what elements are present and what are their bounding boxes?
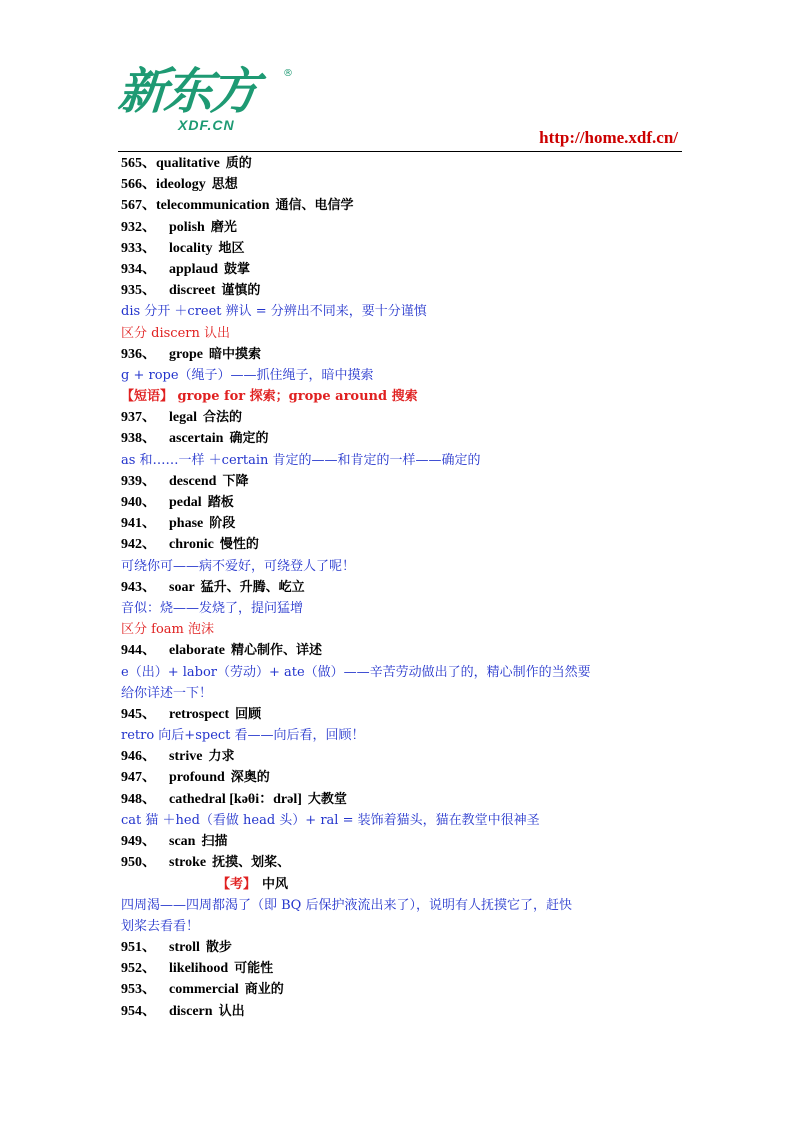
header-url-link[interactable]: http://home.xdf.cn/ (539, 128, 678, 147)
entry-meaning: 确定的 (229, 431, 269, 447)
entry-number: 939、 (121, 473, 156, 489)
entry-number: 932、 (121, 219, 156, 235)
entry-number: 950、 (121, 855, 156, 871)
entry-word: discern (169, 1003, 213, 1019)
mnemonic-note: 四周渴——四周都渴了（即 BQ 后保护液流出来了），说明有人抚摸它了，赶快 (121, 897, 572, 913)
vocab-entry (121, 153, 691, 174)
vocab-entry (121, 1001, 691, 1022)
vocabulary-list (121, 153, 691, 1022)
vocab-entry (121, 492, 691, 513)
entry-number: 936、 (121, 346, 156, 362)
header-divider (118, 151, 682, 152)
mnemonic-note: 划桨去看看！ (121, 918, 200, 934)
vocab-entry (121, 344, 691, 365)
logo-chinese-text: 新东方 (116, 63, 259, 120)
entry-number: 947、 (121, 770, 156, 786)
entry-word: phase (169, 516, 204, 532)
exam-meaning: 中风 (262, 877, 289, 893)
entry-meaning: 踏板 (207, 495, 234, 510)
exam-note (121, 873, 691, 894)
entry-word: discreet (169, 283, 216, 299)
vocab-entry (121, 513, 691, 534)
vocab-entry (121, 640, 691, 661)
entry-word: pedal (169, 495, 202, 510)
vocab-entry (121, 979, 691, 1000)
registered-mark: ® (283, 68, 293, 79)
entry-meaning: 合法的 (203, 410, 243, 426)
vocab-entry (121, 217, 691, 238)
entry-number: 567、 (121, 198, 156, 214)
entry-number: 949、 (121, 834, 156, 849)
entry-word: descend (169, 473, 217, 489)
entry-meaning: 可能性 (234, 961, 274, 977)
entry-word: polish (169, 219, 205, 235)
mnemonic-note: cat 猫 ＋hed（看做 head 头）+ ral = 装饰着猫头，猫在教堂中很神圣 (121, 812, 540, 828)
entry-number: 948、 (121, 791, 156, 807)
entry-word: telecommunication (156, 198, 270, 214)
entry-number: 951、 (121, 939, 156, 955)
phrase-note: 【短语】 grope for 探索；grope around 搜索 (121, 389, 418, 405)
entry-meaning: 商业的 (244, 982, 284, 998)
entry-meaning: 下降 (222, 473, 249, 489)
vocab-entry (121, 259, 691, 280)
mnemonic-note: 音似：烧——发烧了，提问猛增 (121, 600, 304, 616)
entry-number: 944、 (121, 643, 156, 659)
entry-meaning: 力求 (208, 749, 235, 765)
vocab-entry (121, 789, 691, 810)
entry-word: grope (169, 346, 203, 362)
entry-word: scan (169, 834, 196, 849)
entry-number: 933、 (121, 240, 156, 256)
entry-meaning: 磨光 (210, 219, 237, 235)
entry-word: legal (169, 410, 197, 426)
entry-word: applaud (169, 261, 219, 277)
mnemonic-note: as 和……一样 ＋certain 肯定的——和肯定的一样——确定的 (121, 452, 481, 468)
mnemonic-note: 可绕你可——病不爱好，可绕登人了呢！ (121, 558, 356, 574)
xdf-logo (116, 63, 293, 138)
vocab-entry (121, 174, 691, 195)
mnemonic-note: g + rope（绳子）——抓住绳子，暗中摸索 (121, 367, 374, 383)
vocab-entry (121, 238, 691, 259)
entry-number: 946、 (121, 749, 156, 765)
entry-meaning: 散步 (205, 939, 232, 955)
logo-english-text: XDF.CN (178, 117, 235, 133)
entry-meaning: 猛升、升腾、屹立 (200, 579, 305, 595)
entry-number: 566、 (121, 177, 156, 193)
entry-number: 942、 (121, 537, 156, 553)
distinguish-note: 区分 foam 泡沫 (121, 622, 214, 638)
exam-label: 【考】 (217, 876, 257, 892)
mnemonic-note: e（出）+ labor（劳动）+ ate（做）——辛苦劳动做出了的，精心制作的当然要 (121, 664, 591, 680)
entry-number: 953、 (121, 982, 156, 998)
entry-word: stroke (169, 855, 207, 871)
entry-meaning: 回顾 (235, 706, 262, 722)
entry-word: stroll (169, 939, 200, 955)
entry-word: ideology (156, 177, 206, 193)
entry-meaning: 鼓掌 (224, 261, 251, 277)
vocab-entry (121, 937, 691, 958)
entry-meaning: 思想 (211, 177, 238, 193)
mnemonic-note: dis 分开 ＋creet 辨认 = 分辨出不同来，要十分谨慎 (121, 304, 427, 320)
vocab-entry (121, 407, 691, 428)
entry-word: locality (169, 240, 213, 256)
entry-meaning: 大教堂 (307, 791, 347, 807)
entry-number: 952、 (121, 961, 156, 977)
entry-meaning: 阶段 (209, 516, 236, 532)
vocab-entry (121, 746, 691, 767)
entry-number: 943、 (121, 579, 156, 595)
vocab-entry (121, 428, 691, 449)
entry-word: retrospect (169, 706, 230, 722)
entry-meaning: 谨慎的 (221, 283, 261, 299)
entry-number: 938、 (121, 431, 156, 447)
entry-number: 935、 (121, 283, 156, 299)
entry-meaning: 抚摸、划桨、 (212, 855, 291, 871)
entry-number: 945、 (121, 706, 156, 722)
entry-number: 940、 (121, 495, 156, 510)
entry-word: strive (169, 749, 203, 765)
entry-number: 941、 (121, 516, 156, 532)
entry-word: profound (169, 770, 225, 786)
entry-meaning: 质的 (225, 156, 252, 171)
vocab-entry (121, 280, 691, 301)
entry-meaning: 通信、电信学 (275, 198, 354, 214)
vocab-entry (121, 577, 691, 598)
entry-word: cathedral [kəθi：drəl] (169, 791, 302, 807)
entry-meaning: 地区 (218, 240, 245, 256)
entry-word: chronic (169, 537, 214, 553)
entry-meaning: 深奥的 (230, 770, 270, 786)
mnemonic-note: 给你详述一下！ (121, 685, 213, 701)
entry-word: likelihood (169, 961, 229, 977)
vocab-entry (121, 767, 691, 788)
mnemonic-note: retro 向后+spect 看——向后看，回顾！ (121, 728, 365, 744)
entry-word: ascertain (169, 431, 224, 447)
entry-word: soar (169, 579, 195, 595)
vocab-entry (121, 471, 691, 492)
vocab-entry (121, 704, 691, 725)
entry-word: qualitative (156, 156, 220, 171)
vocab-entry (121, 534, 691, 555)
entry-meaning: 认出 (218, 1003, 245, 1019)
distinguish-note: 区分 discern 认出 (121, 325, 230, 341)
entry-number: 954、 (121, 1003, 156, 1019)
entry-meaning: 暗中摸索 (208, 346, 261, 362)
entry-number: 565、 (121, 156, 156, 171)
vocab-entry (121, 831, 691, 852)
entry-word: elaborate (169, 643, 225, 659)
entry-meaning: 慢性的 (219, 537, 259, 553)
entry-word: commercial (169, 982, 239, 998)
entry-number: 934、 (121, 261, 156, 277)
entry-number: 937、 (121, 410, 156, 426)
entry-meaning: 精心制作、详述 (230, 643, 322, 659)
entry-meaning: 扫描 (201, 834, 228, 849)
vocab-entry (121, 958, 691, 979)
vocab-entry (121, 195, 691, 216)
vocab-entry (121, 852, 691, 873)
